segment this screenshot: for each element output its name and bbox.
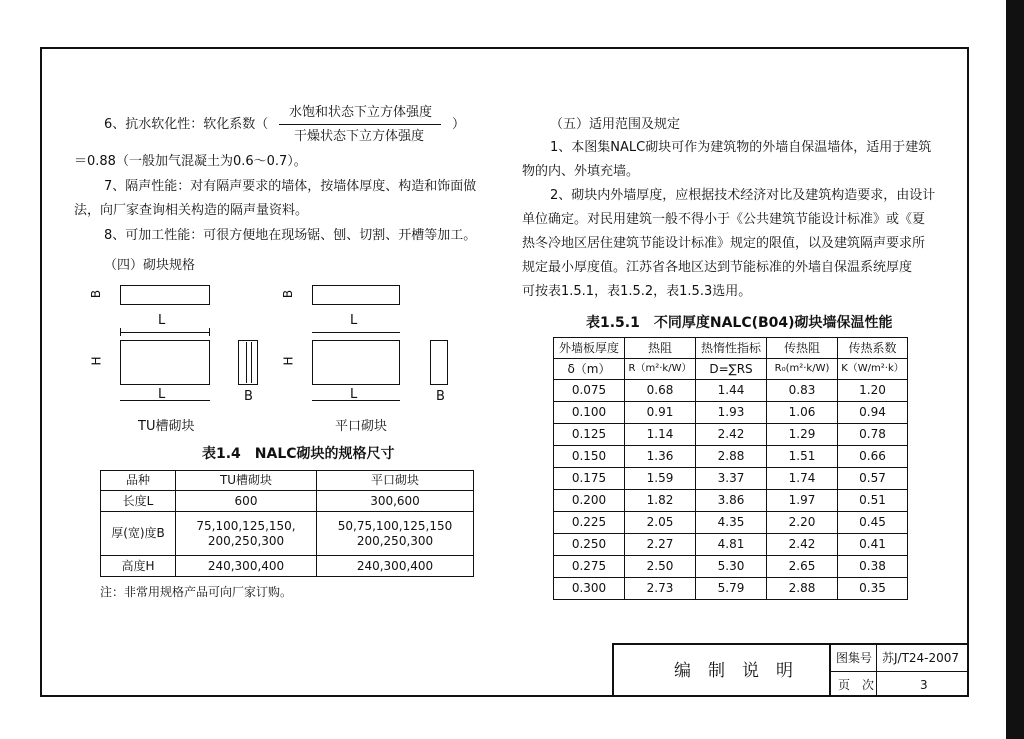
label-l: L [350,313,358,328]
table-row [554,446,908,468]
item6-numerator: 水饱和状态下立方体强度 [289,105,433,120]
label-b: B [436,389,445,404]
table-cell: 1.14 [625,424,696,446]
para2-line2: 单位确定。对民用建筑一般不得小于《公共建筑节能设计标准》或《夏 [522,212,926,227]
table-row [101,491,474,512]
table-row [554,402,908,424]
table-row [554,424,908,446]
label-h: H [89,356,104,366]
table-row [554,578,908,600]
table-header: K（W/m²·k） [838,359,908,380]
tu-top-view [120,285,210,305]
table-row [554,468,908,490]
table-cell: 0.41 [838,534,908,556]
table-row [554,556,908,578]
table-cell: 1.97 [767,490,838,512]
label-l: L [158,313,166,328]
table-cell: 0.38 [838,556,908,578]
flat-side-view [430,340,448,385]
table-cell: 2.73 [625,578,696,600]
drawing-title: 编 制 说 明 [674,661,793,681]
table-cell: 4.35 [696,512,767,534]
table-cell: 0.100 [554,402,625,424]
para2-line5: 可按表1.5.1，表1.5.2，表1.5.3选用。 [522,284,752,299]
flat-front-view [312,340,400,385]
table-cell: 2.42 [696,424,767,446]
table-row [101,512,474,556]
table-cell: 2.27 [625,534,696,556]
item6-suffix: ） [452,117,466,132]
item6-prefix: 6、抗水软化性：软化系数（ [104,117,269,132]
table-header: 热阻 [625,338,696,359]
table-cell: 1.06 [767,402,838,424]
table-cell: 3.37 [696,468,767,490]
item6-denominator: 干燥状态下立方体强度 [294,129,425,144]
table-cell [176,512,317,556]
title-block [612,643,969,697]
cell-line: 200,250,300 [207,533,285,548]
table-header: δ（m） [554,359,625,380]
table-row [554,512,908,534]
table-header: 热惰性指标 [696,338,767,359]
table-cell: 0.45 [838,512,908,534]
table151 [553,337,908,600]
table-cell: 0.66 [838,446,908,468]
table-cell: 1.20 [838,380,908,402]
table-cell: 1.74 [767,468,838,490]
table-cell: 0.91 [625,402,696,424]
para2-line3: 热冬冷地区居住建筑节能设计标准》规定的限值，以及建筑隔声要求所 [522,236,926,251]
table-cell: 0.68 [625,380,696,402]
table-cell: 厚(宽)度B [101,512,176,556]
table-cell: 0.200 [554,490,625,512]
table-header: D=∑RS [696,359,767,380]
table-cell: 高度H [101,556,176,577]
table-cell: 3.86 [696,490,767,512]
atlas-number: 苏J/T24-2007 [882,651,960,665]
table-cell: 0.300 [554,578,625,600]
label-h: H [281,356,296,366]
item7-line2: 法，向厂家查询相关构造的隔声量资料。 [74,203,309,218]
table-cell: 1.36 [625,446,696,468]
table151-title: 表1.5.1 不同厚度NALC(B04)砌块墙保温性能 [586,315,893,331]
table-cell: 0.150 [554,446,625,468]
table-cell: 0.51 [838,490,908,512]
table-header: 传热系数 [838,338,908,359]
scan-edge [1006,0,1024,739]
caption-tu-block: TU槽砌块 [138,419,195,434]
table-row [101,556,474,577]
table-cell: 0.225 [554,512,625,534]
table-cell: 2.88 [767,578,838,600]
item6-line2: ＝0.88（一般加气混凝土为0.6～0.7）。 [74,154,307,169]
label-l: L [158,387,166,402]
cell-line: 75,100,125,150, [196,518,296,533]
table-cell: 0.83 [767,380,838,402]
table-cell: 4.81 [696,534,767,556]
table-cell: 0.125 [554,424,625,446]
page-number: 3 [920,678,928,692]
table-cell: 1.59 [625,468,696,490]
table-header: 传热阻 [767,338,838,359]
label-b: B [281,289,296,299]
table-cell: 2.42 [767,534,838,556]
table-header: R₀(m²·k/W) [767,359,838,380]
item7-line1: 7、隔声性能：对有隔声要求的墙体，按墙体厚度、构造和饰面做 [104,179,477,194]
table14-note: 注：非常用规格产品可向厂家订购。 [100,585,293,599]
tu-front-view [120,340,210,385]
table-cell: 0.250 [554,534,625,556]
table-row [554,380,908,402]
table-cell: 2.20 [767,512,838,534]
table-header: 外墙板厚度 [554,338,625,359]
table-cell: 2.50 [625,556,696,578]
para1-line1: 1、本图集NALC砌块可作为建筑物的外墙自保温墙体，适用于建筑 [550,140,932,155]
caption-flat-block: 平口砌块 [335,419,388,434]
table-header: R（m²·k/W） [625,359,696,380]
cell-line: 200,250,300 [356,533,434,548]
table-cell: 240,300,400 [176,556,317,577]
page-label: 页 次 [838,678,875,692]
tu-side-view [238,340,258,385]
table-header: 平口砌块 [317,471,474,491]
table-cell: 1.93 [696,402,767,424]
para2-line4: 规定最小厚度值。江苏省各地区达到节能标准的外墙自保温系统厚度 [522,260,913,275]
cell-line: 50,75,100,125,150 [337,518,453,533]
table-cell: 0.35 [838,578,908,600]
table-cell: 1.82 [625,490,696,512]
table-cell: 2.88 [696,446,767,468]
para2-line1: 2、砌块内外墙厚度，应根据技术经济对比及建筑构造要求，由设计 [550,188,936,203]
section4-heading: （四）砌块规格 [104,258,196,273]
table-row [554,490,908,512]
table14 [100,470,474,577]
table-cell: 5.79 [696,578,767,600]
table-cell: 0.78 [838,424,908,446]
table-header: TU槽砌块 [176,471,317,491]
table-cell: 1.44 [696,380,767,402]
table-cell: 0.57 [838,468,908,490]
section5-heading: （五）适用范围及规定 [550,117,681,132]
atlas-label: 图集号 [836,651,873,665]
table-cell [317,512,474,556]
table-cell: 0.94 [838,402,908,424]
table-cell: 300,600 [317,491,474,512]
table-cell: 2.05 [625,512,696,534]
table-cell: 600 [176,491,317,512]
item8: 8、可加工性能：可很方便地在现场锯、刨、切割、开槽等加工。 [104,228,477,243]
table-cell: 0.275 [554,556,625,578]
table-row [554,534,908,556]
table14-title: 表1.4 NALC砌块的规格尺寸 [202,446,395,462]
flat-top-view [312,285,400,305]
table-cell: 长度L [101,491,176,512]
table-header: 品种 [101,471,176,491]
label-b: B [244,389,253,404]
table-cell: 1.51 [767,446,838,468]
para1-line2: 物的内、外填充墙。 [522,164,640,179]
fraction-bar [279,124,441,125]
table-cell: 1.29 [767,424,838,446]
table-cell: 0.175 [554,468,625,490]
table-cell: 0.075 [554,380,625,402]
label-l: L [350,387,358,402]
table-cell: 2.65 [767,556,838,578]
label-b: B [89,289,104,299]
table-cell: 5.30 [696,556,767,578]
table-cell: 240,300,400 [317,556,474,577]
